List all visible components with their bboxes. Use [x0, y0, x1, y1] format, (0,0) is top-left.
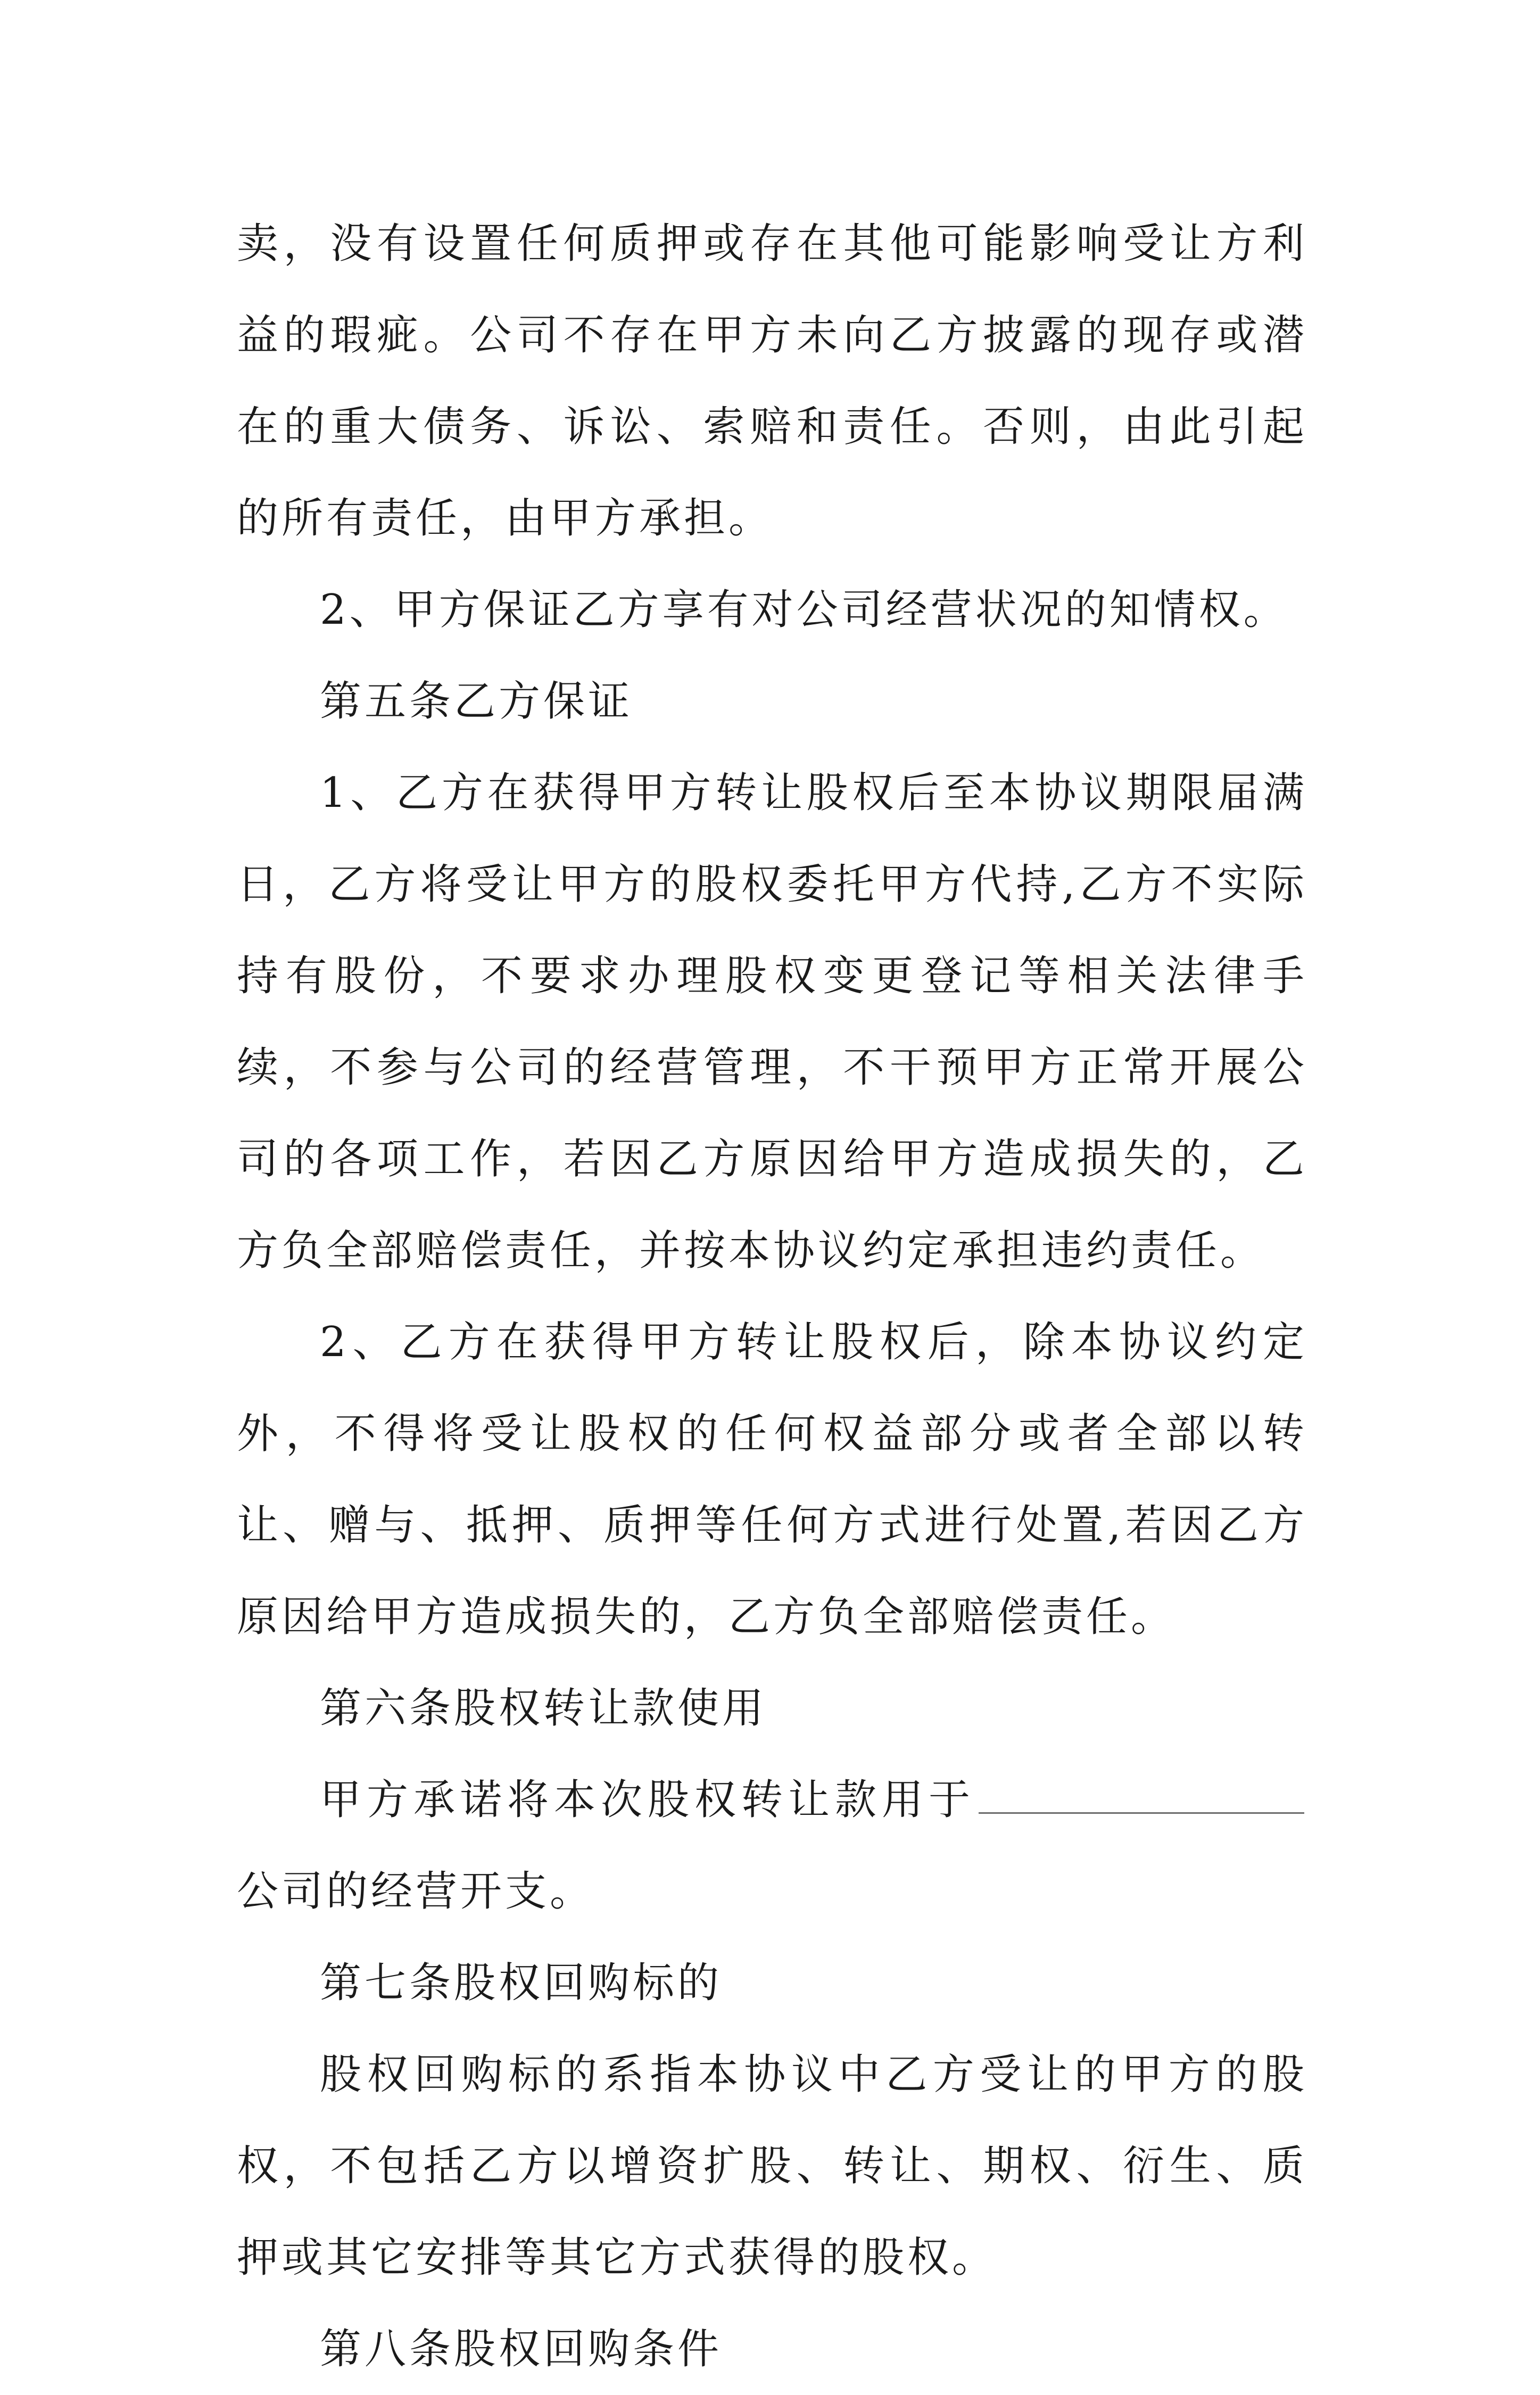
article-6-heading: 第六条股权转让款使用 — [320, 1684, 767, 1732]
company-name-blank-field[interactable] — [979, 1778, 1304, 1814]
paragraph-warranty-continued: 卖，没有设置任何质押或存在其他可能影响受让方利益的瑕疵。公司不存在甲方未向乙方披露的现存或潜在的重大债务、诉讼、索赔和责任。否则，由此引起的所有责任，由甲方承担。 — [237, 220, 1307, 542]
article-8-heading: 第八条股权回购条件 — [320, 2325, 723, 2373]
document-page — [237, 198, 1307, 2395]
paragraph-fund-usage — [237, 1754, 1307, 1937]
fund-usage-text-before: 甲方承诺将本次股权转让款用于 — [320, 1776, 975, 1824]
article-7-heading: 第七条股权回购标的 — [320, 1959, 723, 2007]
fund-usage-text-after: 公司的经营开支。 — [237, 1868, 595, 1915]
paragraph-clause-4-item-2: 2、甲方保证乙方享有对公司经营状况的知情权。 — [320, 586, 1288, 634]
paragraph-clause-5-item-1: 1、乙方在获得甲方转让股权后至本协议期限届满日，乙方将受让甲方的股权委托甲方代持,乙方不实际持有股份，不要求办理股权变更登记等相关法律手续，不参与公司的经营管理，不干预甲方正常开展公司的各项工作，若因乙方原因给甲方造成损失的，乙方负全部赔偿责任，并按本协议约定承担违约责任。 — [237, 769, 1307, 1275]
paragraph-buyback-subject: 股权回购标的系指本协议中乙方受让的甲方的股权，不包括乙方以增资扩股、转让、期权、衍生、质押或其它安排等其它方式获得的股权。 — [237, 2051, 1307, 2282]
article-5-heading: 第五条乙方保证 — [320, 678, 633, 725]
paragraph-clause-5-item-2: 2、乙方在获得甲方转让股权后，除本协议约定外，不得将受让股权的任何权益部分或者全部以转让、赠与、抵押、质押等任何方式进行处置,若因乙方原因给甲方造成损失的，乙方负全部赔偿责任。 — [237, 1318, 1307, 1641]
